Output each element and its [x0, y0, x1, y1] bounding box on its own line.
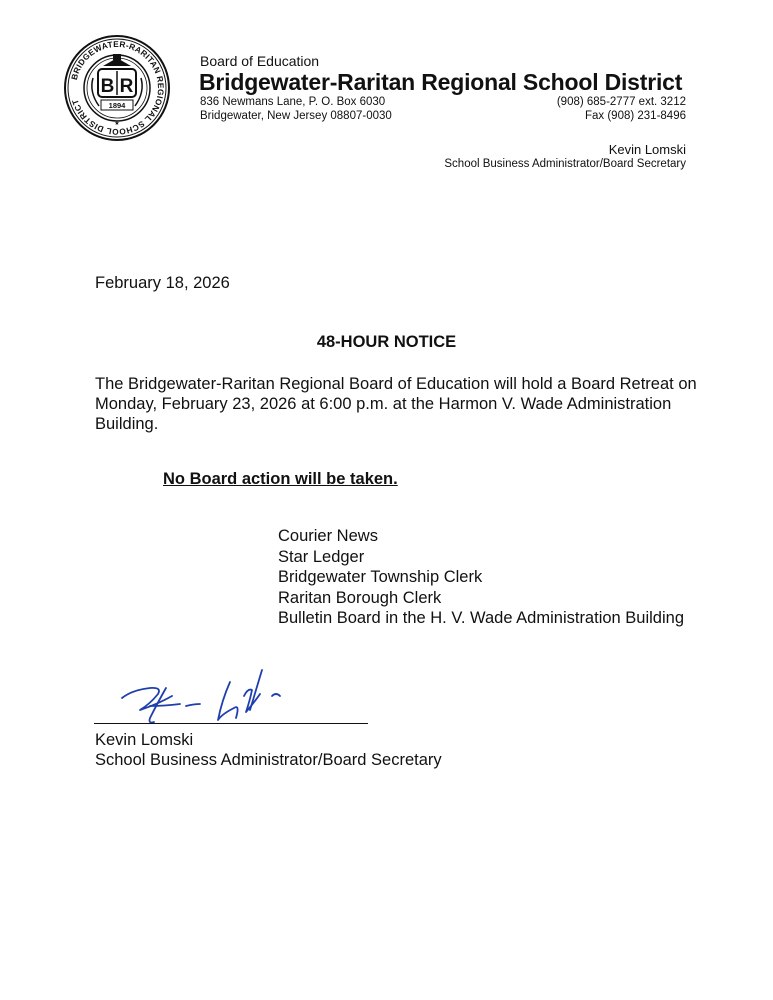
- signatory-name: Kevin Lomski: [95, 731, 194, 749]
- list-item: Raritan Borough Clerk: [278, 588, 442, 607]
- fax-number: Fax (908) 231-8496: [584, 110, 686, 122]
- svg-text:1894: 1894: [108, 101, 126, 110]
- phone-number: (908) 685-2777 ext. 3212: [556, 96, 686, 108]
- district-name: Bridgewater-Raritan Regional School District: [199, 69, 683, 95]
- svg-text:BRIDGEWATER-RARITAN REGIONAL S: BRIDGEWATER-RARITAN REGIONAL SCHOOL DISTRICT: [68, 38, 167, 138]
- header-admin-title: School Business Administrator/Board Secretary: [444, 158, 686, 170]
- signature-line: [94, 723, 368, 724]
- notice-body: The Bridgewater-Raritan Regional Board of Education will hold a Board Retreat on Monday, February 23, 2026 at 6:00 p.m. at the Harmon V. Wade Administration Building.: [95, 375, 697, 433]
- distribution-list: [278, 526, 684, 629]
- signatory-title: School Business Administrator/Board Secretary: [95, 751, 442, 769]
- notice-title: 48-HOUR NOTICE: [316, 333, 457, 351]
- address-line-2: Bridgewater, New Jersey 08807-0030: [200, 110, 392, 122]
- list-item: Courier News: [278, 527, 378, 545]
- list-item: Star Ledger: [278, 547, 365, 566]
- handwritten-signature: [110, 660, 300, 730]
- list-item: Bulletin Board in the H. V. Wade Administration Building: [278, 609, 685, 627]
- address-line-1: 836 Newmans Lane, P. O. Box 6030: [200, 96, 386, 108]
- letter-date: February 18, 2026: [95, 274, 230, 292]
- list-item: Bridgewater Township Clerk: [278, 568, 483, 586]
- svg-text:R: R: [119, 76, 134, 97]
- svg-text:★: ★: [114, 121, 120, 127]
- no-action-statement: No Board action will be taken.: [163, 470, 398, 488]
- board-label: Board of Education: [200, 53, 320, 69]
- district-seal-logo: [63, 34, 171, 142]
- header-admin-name: Kevin Lomski: [608, 142, 686, 157]
- svg-text:B: B: [100, 76, 115, 97]
